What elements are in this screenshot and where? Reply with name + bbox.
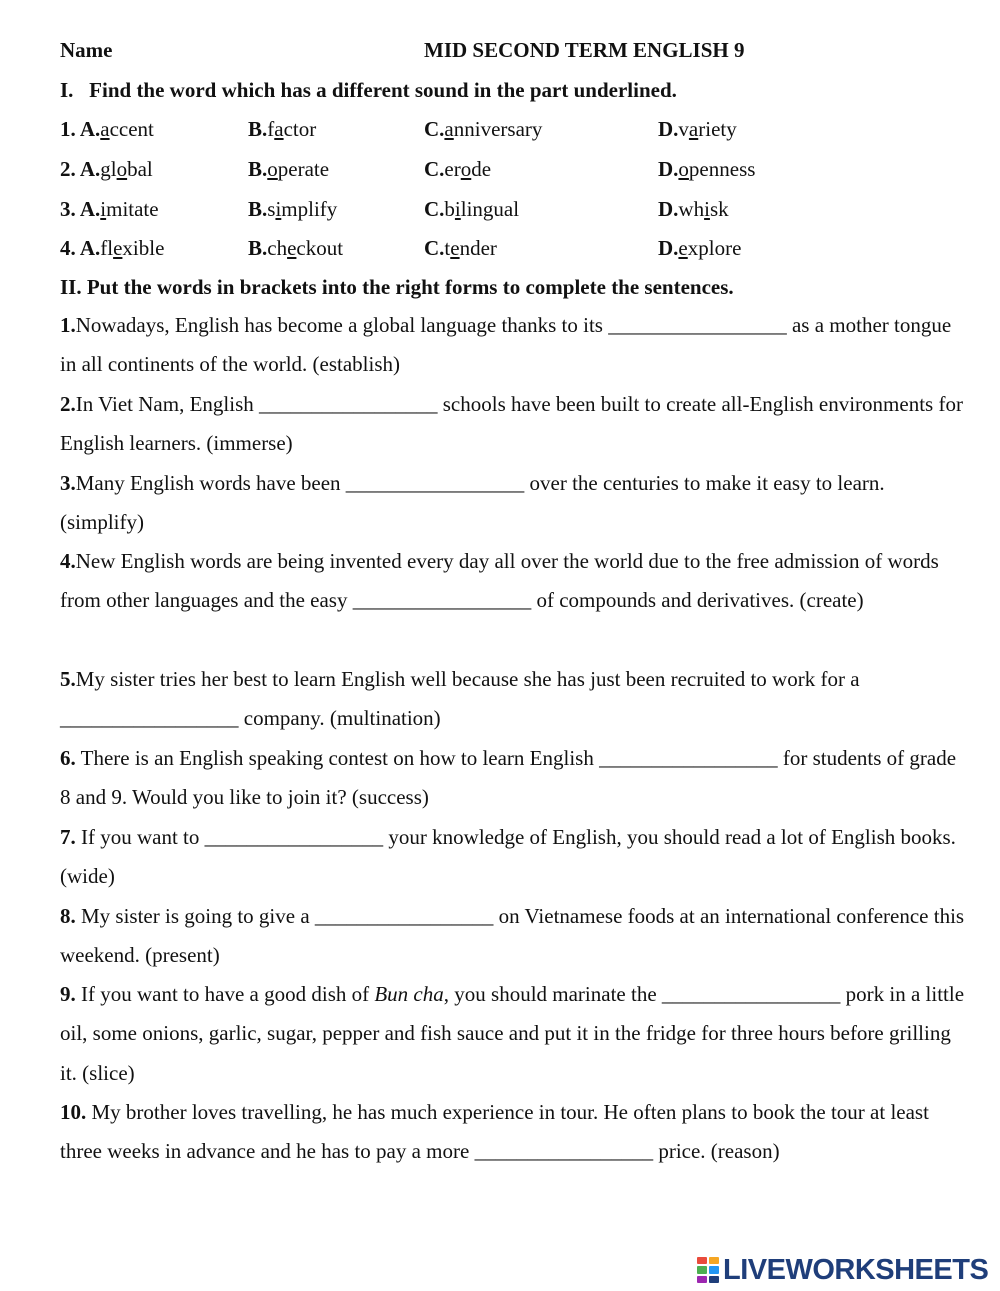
sentence-question (60, 660, 965, 739)
sentence-question (60, 1093, 965, 1172)
sentence-text: If you want to (75, 825, 205, 849)
underlined-part: a (274, 117, 284, 141)
underlined-part: i (454, 197, 461, 221)
question-number: 10. (60, 1100, 87, 1124)
word-part: ch (267, 236, 288, 260)
sentence-question (60, 306, 965, 385)
word-part: perate (277, 157, 330, 181)
sentence-text: over the centuries to make it easy to learn. (simplify) (60, 471, 885, 535)
sentence-text: schools have been built to create all-English environments for English learners. (immerse) (60, 392, 963, 456)
answer-option[interactable] (60, 117, 154, 142)
sentence-question (60, 739, 965, 818)
question-number: 2. (60, 392, 76, 416)
option-letter: B. (248, 236, 268, 260)
option-letter: D. (658, 197, 679, 221)
word-part: gl (100, 157, 117, 181)
question-number: 1. (60, 313, 76, 337)
answer-blank[interactable]: _________________ (204, 825, 384, 849)
sentence-text: My sister tries her best to learn English well because she has just been recruited to work for a (75, 667, 865, 691)
question-number: 8. (60, 904, 76, 928)
underlined-part: a (444, 117, 454, 141)
underlined-part: a (688, 117, 699, 141)
section2-heading: II. Put the words in brackets into the right forms to complete the sentences. (60, 275, 734, 299)
answer-option[interactable] (658, 117, 737, 142)
name-label: Name (60, 38, 113, 62)
underlined-part: e (678, 236, 688, 260)
question-number: 9. (60, 982, 76, 1006)
answer-blank[interactable]: _________________ (345, 471, 525, 495)
sentence-question (60, 464, 965, 543)
liveworksheets-logo (697, 1253, 988, 1287)
question-number: 3. (60, 471, 76, 495)
answer-blank[interactable]: _________________ (352, 588, 532, 613)
question-number: 7. (60, 825, 76, 849)
sentence-question (60, 385, 965, 464)
sentence-text: for students of grade 8 and 9. Would you like to join it? (success) (60, 746, 957, 810)
sentence-text: on Vietnamese foods at an international conference this weekend. (present) (60, 904, 965, 968)
sentence-question (60, 975, 965, 1093)
underlined-part: o (116, 157, 128, 181)
option-letter: A. (79, 117, 101, 141)
answer-option[interactable] (424, 236, 497, 261)
word-part: fl (100, 236, 114, 260)
option-letter: B. (248, 117, 268, 141)
section1-question-row (60, 197, 965, 221)
option-letter: A. (79, 236, 101, 260)
sentence-text: My brother loves travelling, he has much experience in tour. He often plans to book the tour at least three weeks in advance and he has to pay a more (60, 1100, 935, 1164)
sentence-question (60, 897, 965, 976)
logo-mark-icon (697, 1257, 719, 1283)
word-part: nniversary (453, 117, 543, 141)
answer-option[interactable] (658, 157, 755, 182)
answer-blank[interactable]: _________________ (661, 982, 841, 1006)
word-part: xplore (687, 236, 742, 260)
underlined-part: a (100, 117, 110, 141)
word-part: mitate (106, 197, 159, 221)
underlined-part: i (704, 197, 710, 221)
option-letter: A. (79, 157, 101, 181)
sentence-text: Nowadays, English has become a global language thanks to its (75, 313, 609, 337)
word-part: wh (678, 197, 705, 221)
answer-option[interactable] (424, 117, 542, 142)
option-letter: B. (248, 197, 268, 221)
answer-option[interactable] (60, 236, 164, 261)
option-letter: D. (658, 117, 679, 141)
sentence-text: your knowledge of English, you should read a lot of English books. (wide) (60, 825, 956, 889)
sentence-text: of compounds and derivatives. (create) (531, 588, 864, 613)
question-number: 4. (60, 549, 76, 573)
sentence-text: pork in a little oil, some onions, garlic, sugar, pepper and fish sauce and put it in the fridge for three hours before grilling it. (slice) (60, 982, 965, 1085)
section1-heading: I. Find the word which has a different sound in the part underlined. (60, 78, 677, 102)
underlined-part: o (267, 157, 278, 181)
option-letter: D. (658, 157, 679, 181)
answer-option[interactable] (248, 236, 343, 261)
underlined-part: e (450, 236, 460, 260)
option-letter: C. (424, 197, 445, 221)
word-part: s (267, 197, 276, 221)
option-letter: B. (248, 157, 268, 181)
answer-blank[interactable]: _________________ (60, 706, 239, 731)
sentence-question (60, 542, 965, 621)
underlined-part: e (287, 236, 297, 260)
option-letter: C. (424, 157, 445, 181)
answer-option[interactable] (248, 197, 337, 222)
word-part: lingual (460, 197, 520, 221)
option-letter: C. (424, 117, 445, 141)
sentence-text: price. (reason) (653, 1139, 780, 1164)
word-part: riety (698, 117, 737, 141)
word-part: ckout (296, 236, 344, 260)
question-number: 3. (60, 197, 80, 221)
word-part: penness (688, 157, 756, 181)
sentence-text: , you should marinate the (443, 982, 662, 1006)
underlined-part: i (100, 197, 107, 221)
sentence-text: New English words are being invented every day all over the world due to the free admission of words from other languages and the easy (60, 549, 945, 613)
worksheet-title: MID SECOND TERM ENGLISH 9 (424, 38, 745, 62)
word-part: b (444, 197, 455, 221)
question-number: 6. (60, 746, 76, 770)
option-letter: D. (658, 236, 679, 260)
word-part: sk (709, 197, 729, 221)
answer-blank[interactable]: _________________ (314, 904, 494, 928)
answer-option[interactable] (424, 197, 519, 222)
word-part: f (267, 117, 275, 141)
section1-question-row (60, 157, 965, 181)
question-number: 4. (60, 236, 80, 260)
answer-blank[interactable]: _________________ (474, 1139, 654, 1164)
question-number: 2. (60, 157, 80, 181)
logo-text: LIVEWORKSHEETS (723, 1253, 989, 1286)
sentence-text: My sister is going to give a (75, 904, 315, 928)
answer-option[interactable] (424, 157, 491, 182)
answer-option[interactable] (60, 197, 159, 222)
answer-option[interactable] (658, 236, 741, 261)
word-part: mplify (281, 197, 338, 221)
sentence-question (60, 818, 965, 897)
sentence-text: If you want to have a good dish of (75, 982, 375, 1006)
answer-blank[interactable]: _________________ (259, 392, 438, 416)
question-number: 1. (60, 117, 80, 141)
word-part: er (444, 157, 461, 181)
word-part: de (471, 157, 492, 181)
word-part: ccent (109, 117, 154, 141)
word-part: bal (127, 157, 153, 181)
word-part: v (678, 117, 689, 141)
sentence-text: company. (multination) (238, 706, 441, 731)
option-letter: C. (424, 236, 445, 260)
sentence-text: Many English words have been (75, 471, 346, 495)
answer-blank[interactable]: _________________ (608, 313, 787, 337)
word-part: t (444, 236, 451, 260)
answer-option[interactable] (248, 157, 329, 182)
underlined-part: i (275, 197, 282, 221)
answer-option[interactable] (248, 117, 316, 142)
answer-option[interactable] (60, 157, 153, 182)
word-part: xible (122, 236, 165, 260)
answer-blank[interactable]: _________________ (599, 746, 778, 770)
answer-option[interactable] (658, 197, 729, 222)
underlined-part: o (460, 157, 472, 181)
section1-question-row (60, 236, 965, 260)
underlined-part: o (678, 157, 689, 181)
sentence-text: There is an English speaking contest on how to learn English (75, 746, 600, 770)
underlined-part: e (113, 236, 123, 260)
word-part: ctor (283, 117, 317, 141)
dish-name: Bun cha (374, 982, 444, 1006)
sentence-text: as a mother tongue in all continents of the world. (establish) (60, 313, 952, 377)
word-part: nder (459, 236, 497, 260)
sentence-text: In Viet Nam, English (75, 392, 259, 416)
question-number: 5. (60, 667, 76, 691)
section1-question-row (60, 117, 965, 141)
option-letter: A. (79, 197, 101, 221)
